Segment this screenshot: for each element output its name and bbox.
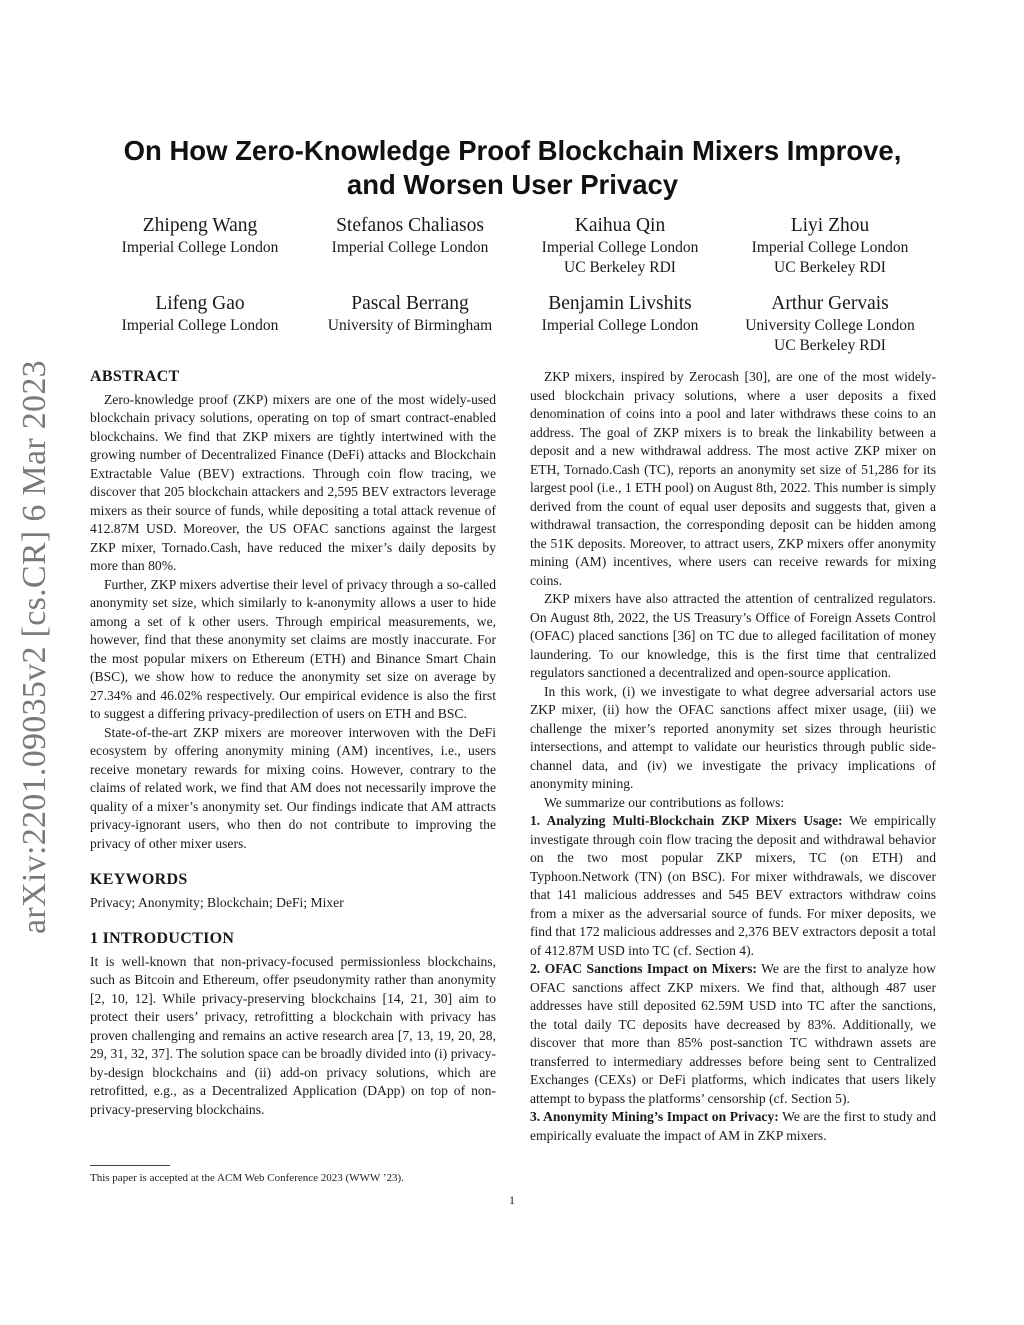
contribution-item (530, 812, 936, 960)
introduction-heading: 1 INTRODUCTION (90, 930, 235, 947)
abstract-heading: ABSTRACT (90, 368, 180, 385)
contribution-text: We are the first to study and empirically evaluate the impact of AM in ZKP mixers. (530, 1109, 936, 1143)
author (730, 292, 930, 356)
contribution-item (530, 960, 936, 1108)
author-block (100, 214, 930, 356)
author-affiliation-secondary: UC Berkeley RDI (774, 337, 886, 354)
author-name: Pascal Berrang (351, 293, 469, 314)
author (520, 214, 720, 278)
author (100, 214, 300, 278)
author-name: Lifeng Gao (155, 293, 245, 314)
contribution-lead: 2. OFAC Sanctions Impact on Mixers: (530, 961, 757, 976)
body-paragraph: We summarize our contributions as follows: (544, 794, 785, 810)
abstract-paragraph: Further, ZKP mixers advertise their level of privacy through a so-called anonymity set size, which similarly to k-anonymity allows a user to hide among a set of k other users. Through empirical measurements, we, however, find that these anonymity set claims are mostly inaccurate. For the most popular mixers on Ethereum (ETH) and Binance Smart Chain (BSC), we show how to reduce the anonymity set size on average by 27.34% and 46.02% respectively. Our empirical evidence is also the first to suggest a differing privacy-predilection of users on ETH and BSC. (90, 576, 496, 721)
author-row-2 (100, 292, 930, 356)
author-affiliation: University of Birmingham (327, 317, 493, 334)
keywords-heading: KEYWORDS (90, 871, 188, 888)
title-line-1: On How Zero-Knowledge Proof Blockchain Mixers Improve, (123, 135, 902, 166)
author-row-1 (100, 214, 930, 278)
author-name: Benjamin Livshits (548, 293, 692, 314)
title-line-2: and Worsen User Privacy (346, 169, 679, 200)
author-affiliation: Imperial College London (541, 239, 699, 256)
author-affiliation-secondary: UC Berkeley RDI (774, 259, 886, 276)
author (730, 214, 930, 278)
paper-title (90, 134, 935, 202)
left-column (90, 368, 496, 1119)
contribution-lead: 3. Anonymity Mining’s Impact on Privacy: (530, 1109, 779, 1124)
author (520, 292, 720, 356)
right-column (530, 368, 936, 1145)
contribution-lead: 1. Analyzing Multi-Blockchain ZKP Mixers Usage: (530, 813, 843, 828)
contribution-text: We empirically investigate through coin flow tracing the deposit and withdrawal behavior on the two most popular ZKP mixers, TC (on ETH) and Typhoon.Network (TN) (on BSC). For mixer withdrawals, we discover that 141 malicious addresses and 545 BEV extractors withdraw coins from a mixer as the adversarial source of funds. For mixer deposits, we find that 172 malicious addresses and 2,376 BEV extractors deposit a total of 412.87M USD into TC (cf. Section 4). (530, 813, 937, 958)
footnote: This paper is accepted at the ACM Web Conference 2023 (WWW ’23). (90, 1172, 404, 1184)
author-affiliation-secondary: UC Berkeley RDI (564, 259, 676, 276)
keywords-text: Privacy; Anonymity; Blockchain; DeFi; Mixer (90, 894, 344, 910)
author-affiliation: Imperial College London (541, 317, 699, 334)
author (310, 292, 510, 356)
author (310, 214, 510, 278)
footnote-divider (90, 1165, 170, 1166)
body-paragraph: In this work, (i) we investigate to what degree adversarial actors use ZKP mixer, (ii) how the OFAC sanctions affect mixer usage, (iii) we challenge the mixer’s reported anonymity set sizes through heuristic intersections, and attempt to validate our heuristics through public side-channel data, and (iv) we investigate the privacy implications of anonymity mining. (530, 683, 936, 791)
abstract-paragraph: Zero-knowledge proof (ZKP) mixers are one of the most widely-used blockchain privacy solutions, operating on top of smart contract-enabled blockchains. We find that ZKP mixers are tightly intertwined with the growing number of Decentralized Finance (DeFi) attacks and Blockchain Extractable Value (BEV) extractions. Through coin flow tracing, we discover that 205 blockchain attackers and 2,595 BEV extractors leverage mixers as their source of funds, while depositing a total attack revenue of 412.87M USD. Moreover, the US OFAC sanctions against the largest ZKP mixer, Tornado.Cash, have reduced the mixer’s daily deposits by more than 80%. (90, 391, 496, 573)
author-affiliation: Imperial College London (121, 239, 279, 256)
arxiv-stamp (0, 362, 70, 932)
author-affiliation: Imperial College London (751, 239, 909, 256)
abstract-paragraph: State-of-the-art ZKP mixers are moreover interwoven with the DeFi ecosystem by offering anonymity mining (AM) incentives, i.e., users receive monetary rewards for mixing coins. However, contrary to the claims of related work, we find that AM does not necessarily improve the quality of a mixer’s anonymity set. Our findings indicate that AM attracts privacy-ignorant users, who then do not contribute to improving the privacy of other mixer users. (90, 724, 496, 851)
author-name: Arthur Gervais (771, 293, 889, 314)
page-number: 1 (509, 1193, 515, 1207)
author-name: Zhipeng Wang (142, 215, 258, 236)
contribution-item (530, 1108, 936, 1145)
arxiv-id-text: arXiv:2201.09035v2 [cs.CR] 6 Mar 2023 (16, 360, 53, 934)
introduction-paragraph: It is well-known that non-privacy-focused permissionless blockchains, such as Bitcoin and Ethereum, offer pseudonymity rather than anonymity [2, 10, 12]. While privacy-preserving blockchains [14, 21, 30] aim to protect their users’ privacy, retrofitting a blockchain with privacy has proven challenging and remains an active research area [7, 13, 19, 20, 28, 29, 31, 32, 37]. The solution space can be broadly divided into (i) privacy-by-design blockchains and (ii) add-on privacy solutions, which are retrofitted, e.g., as a Decentralized Application (DApp) on top of non-privacy-preserving blockchains. (90, 953, 496, 1117)
author-name: Stefanos Chaliasos (336, 215, 484, 236)
author-affiliation: University College London (745, 317, 915, 334)
author-affiliation: Imperial College London (121, 317, 279, 334)
body-paragraph: ZKP mixers have also attracted the attention of centralized regulators. On August 8th, 2022, the US Treasury’s Office of Foreign Assets Control (OFAC) placed sanctions [36] on TC due to alleged facilitation of money laundering. To our knowledge, this is the first time that centralized regulators sanctioned a decentralized and open-source application. (530, 591, 936, 680)
author-name: Liyi Zhou (790, 215, 870, 236)
author-affiliation: Imperial College London (331, 239, 489, 256)
author (100, 292, 300, 356)
author-name: Kaihua Qin (574, 215, 666, 236)
body-paragraph: ZKP mixers, inspired by Zerocash [30], are one of the most widely-used blockchain privacy solutions, where a user deposits a fixed denomination of coins into a pool and later withdraws these coins to an address. The goal of ZKP mixers is to break the linkability between a deposit and a new withdrawal address. The most active ZKP mixer on ETH, Tornado.Cash (TC), reports an anonymity set size of 51,286 for its largest pool (i.e., 1 ETH pool) on August 8th, 2022. This number is simply derived from the count of equal user deposits and suggests that, given a withdrawal transaction, the corresponding deposit can be hidden among the 51K deposits. Moreover, to attract users, ZKP mixers offer anonymity mining (AM) incentives, where users can receive rewards for mixing coins. (530, 369, 936, 588)
contribution-text: We are the first to analyze how OFAC sanctions affect ZKP mixers. We find that, although 487 user addresses have still deposited 62.59M USD into TC after the sanctions, the total daily TC deposits have decreased by 83%. Additionally, we discover that more than 85% post-sanction TC withdrawn assets are transferred to intermediary addresses before being sent to Centralized Exchanges (CEXs) or DeFi platforms, which indicates that users likely attempt to bypass the platforms’ censorship (cf. Section 5). (530, 961, 936, 1106)
